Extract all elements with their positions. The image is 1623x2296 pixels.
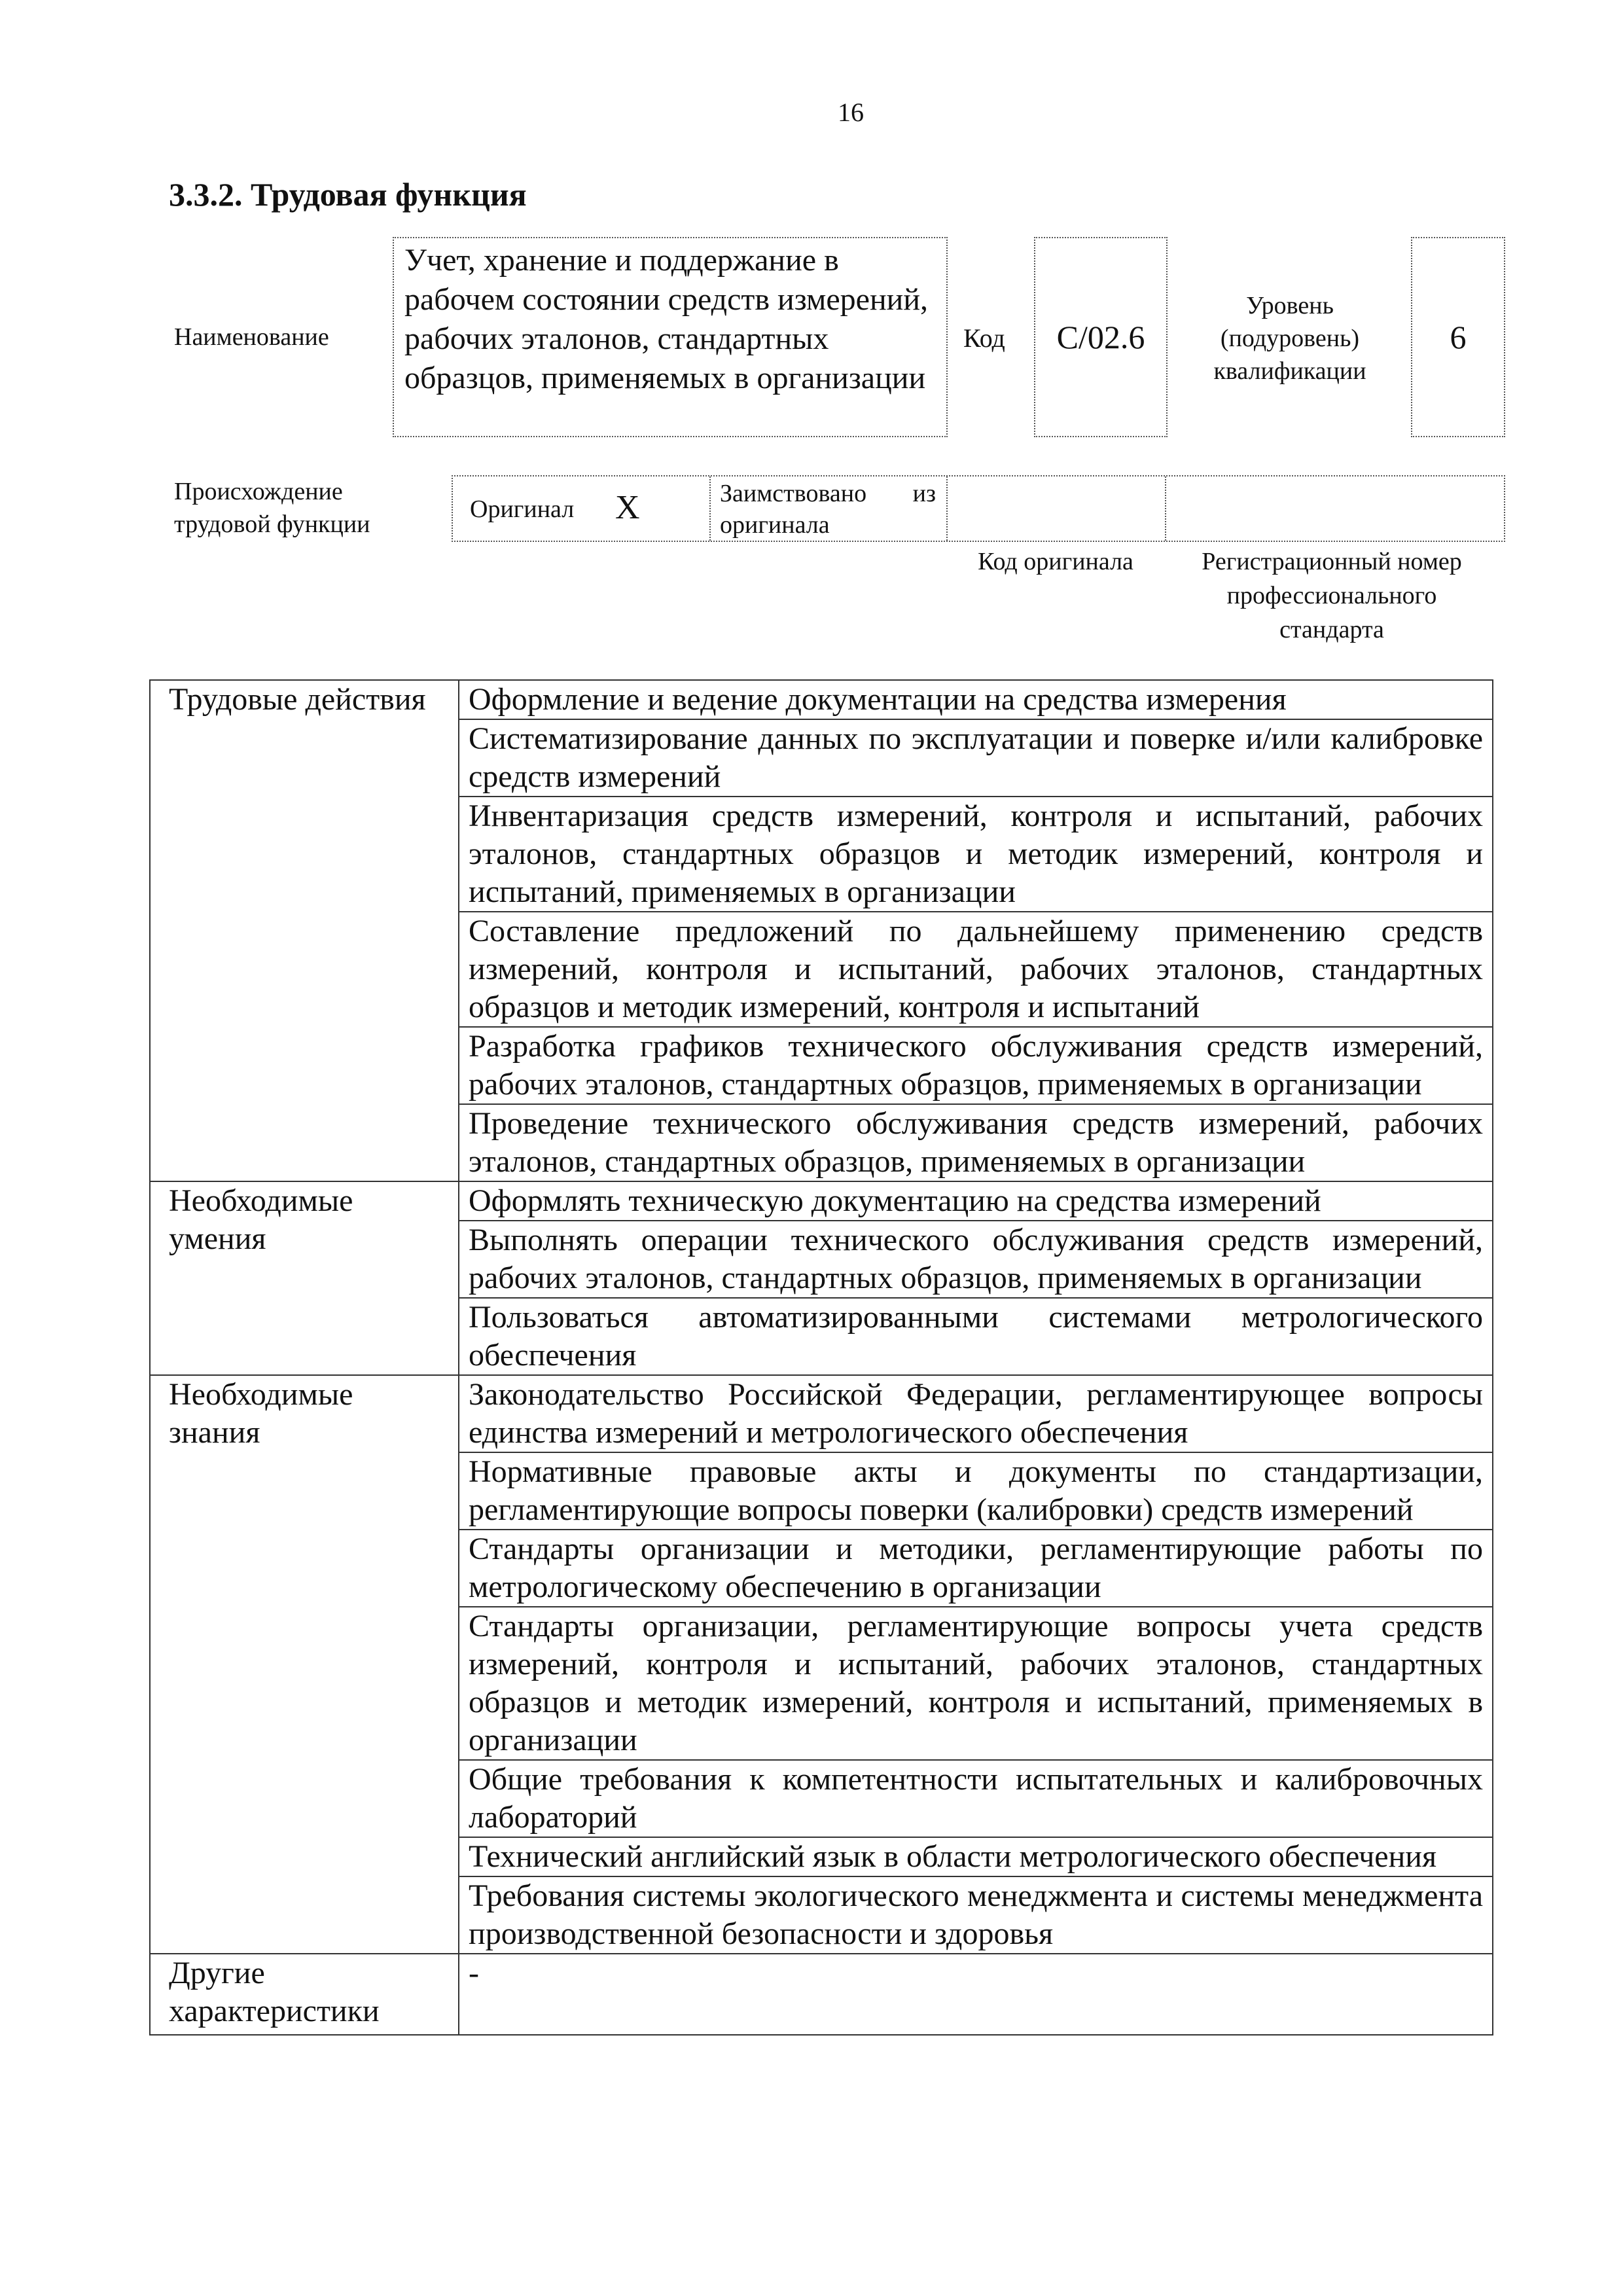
table-row — [150, 1375, 1493, 1452]
table-row — [150, 1954, 1493, 2035]
category-labor-actions: Трудовые действия — [150, 680, 459, 1181]
table-cell: Требования системы экологического менеджмента и системы менеджмента производственной безопасности и здоровья — [459, 1876, 1493, 1954]
table-cell: Стандарты организации и методики, регламентирующие работы по метрологическому обеспечению в организации — [459, 1530, 1493, 1607]
table-cell: Выполнять операции технического обслуживания средств измерений, рабочих эталонов, стандартных образцов, применяемых в организации — [459, 1221, 1493, 1298]
section-title: 3.3.2. Трудовая функция — [169, 176, 527, 213]
reg-caption: Регистрационный номер профессионального стандарта — [1202, 548, 1462, 643]
category-knowledge: Необходимые знания — [150, 1375, 459, 1954]
table-cell: Составление предложений по дальнейшему применению средств измерений, контроля и испытаний, рабочих эталонов, стандартных образцов и методик измерений, контроля и испытаний — [459, 912, 1493, 1027]
table-row — [150, 1181, 1493, 1221]
code-value: C/02.6 — [1034, 237, 1168, 437]
level-label: Уровень (подуровень) квалификации — [1213, 292, 1366, 385]
name-label: Наименование — [174, 323, 329, 351]
code-label: Код — [963, 323, 1005, 353]
table-cell: Законодательство Российской Федерации, регламентирующее вопросы единства измерений и метрологического обеспечения — [459, 1375, 1493, 1452]
table-cell: Общие требования к компетентности испытательных и калибровочных лабораторий — [459, 1760, 1493, 1837]
table-cell: Систематизирование данных по эксплуатации и поверке и/или калибровке средств измерений — [459, 719, 1493, 797]
table-cell: Пользоваться автоматизированными системами метрологического обеспечения — [459, 1298, 1493, 1375]
table-row — [150, 680, 1493, 719]
category-other: Другие характеристики — [150, 1954, 459, 2035]
original-mark: X — [615, 489, 640, 526]
name-value: Учет, хранение и поддержание в рабочем состоянии средств измерений, рабочих эталонов, стандартных образцов, применяемых в организации — [393, 237, 948, 437]
table-cell: Стандарты организации, регламентирующие вопросы учета средств измерений, контроля и испытаний, рабочих эталонов, стандартных образцов и методик измерений, контроля и испытаний, применяемых в организации — [459, 1607, 1493, 1760]
table-cell: Нормативные правовые акты и документы по стандартизации, регламентирующие вопросы поверки (калибровки) средств измерений — [459, 1452, 1493, 1530]
category-skills: Необходимые умения — [150, 1181, 459, 1375]
level-value: 6 — [1411, 237, 1505, 437]
origin-label: Происхождение трудовой функции — [174, 478, 370, 538]
labor-function-table — [149, 679, 1493, 2036]
page-number: 16 — [838, 98, 864, 127]
original-code-cell — [948, 476, 1166, 541]
borrowed-label: Заимствовано из оригинала — [720, 480, 936, 539]
table-cell: Оформление и ведение документации на средства измерения — [459, 680, 1493, 719]
table-cell: Разработка графиков технического обслуживания средств измерений, рабочих эталонов, стандартных образцов, применяемых в организации — [459, 1027, 1493, 1104]
table-cell: Технический английский язык в области метрологического обеспечения — [459, 1837, 1493, 1876]
borrowed-cell — [711, 476, 948, 541]
origin-row — [452, 475, 1505, 542]
table-cell: - — [459, 1954, 1493, 2035]
table-cell: Оформлять техническую документацию на средства измерений — [459, 1181, 1493, 1221]
reg-number-cell — [1166, 476, 1504, 541]
table-cell: Проведение технического обслуживания средств измерений, рабочих эталонов, стандартных образцов, применяемых в организации — [459, 1104, 1493, 1181]
original-cell — [453, 476, 711, 541]
table-cell: Инвентаризация средств измерений, контроля и испытаний, рабочих эталонов, стандартных образцов и методик измерений, контроля и испытаний, применяемых в организации — [459, 797, 1493, 912]
original-label: Оригинал — [470, 495, 575, 523]
code-caption: Код оригинала — [978, 548, 1133, 575]
